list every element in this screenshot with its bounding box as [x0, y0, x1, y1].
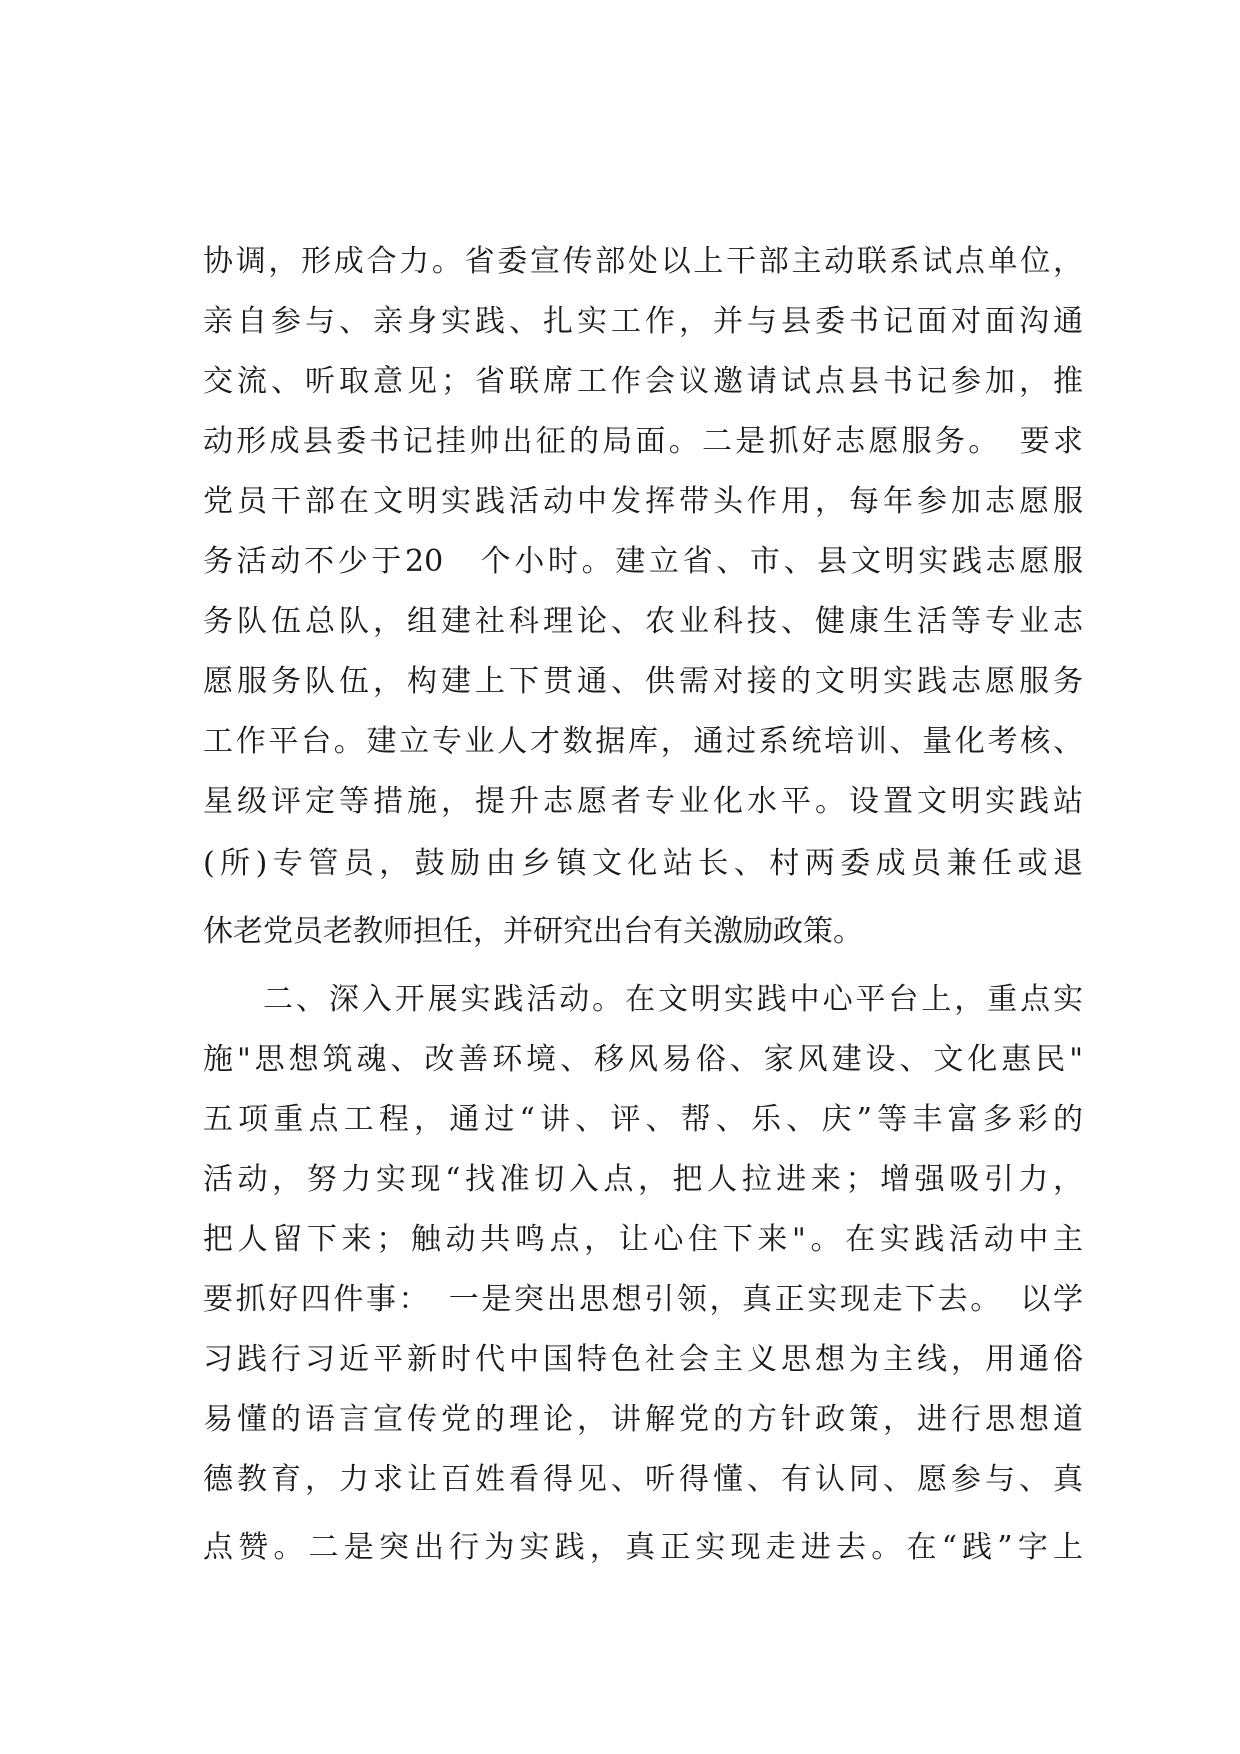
text-line: 易懂的语言宣传党的理论，讲解党的方针政策，进行思想道 — [203, 1402, 1083, 1437]
text-line: 愿服务队伍，构建上下贯通、供需对接的文明实践志愿服务 — [203, 664, 1083, 699]
text-line: 活动，努力实现“找准切入点，把人拉进来；增强吸引力， — [203, 1162, 1083, 1197]
text-line: 习践行习近平新时代中国特色社会主义思想为主线，用通俗 — [203, 1342, 1083, 1377]
text-line: 工作平台。建立专业人才数据库，通过系统培训、量化考核、 — [203, 724, 1083, 759]
text-line: 亲自参与、亲身实践、扎实工作，并与县委书记面对面沟通 — [203, 304, 1083, 339]
text-line: 休老党员老教师担任，并研究出台有关激励政策。 — [203, 914, 863, 949]
text-line: (所)专管员，鼓励由乡镇文化站长、村两委成员兼任或退 — [203, 846, 1083, 881]
text-line: 协调，形成合力。省委宣传部处以上干部主动联系试点单位， — [203, 244, 1083, 279]
text-line: 点赞。二是突出行为实践，真正实现走进去。在“践”字上 — [203, 1530, 1083, 1565]
text-line: 交流、听取意见；省联席工作会议邀请试点县书记参加，推 — [203, 364, 1083, 399]
text-line: 二、深入开展实践活动。在文明实践中心平台上，重点实 — [263, 982, 1083, 1017]
text-line: 党员干部在文明实践活动中发挥带头作用，每年参加志愿服 — [203, 484, 1083, 519]
text-line: 五项重点工程，通过“讲、评、帮、乐、庆”等丰富多彩的 — [203, 1102, 1083, 1137]
text-line: 要抓好四件事： 一是突出思想引领，真正实现走下去。 以学 — [203, 1282, 1083, 1317]
text-line: 施"思想筑魂、改善环境、移风易俗、家风建设、文化惠民" — [203, 1042, 1083, 1077]
text-line: 德教育，力求让百姓看得见、听得懂、有认同、愿参与、真 — [203, 1462, 1083, 1497]
text-line: 星级评定等措施，提升志愿者专业化水平。设置文明实践站 — [203, 784, 1083, 819]
text-line: 动形成县委书记挂帅出征的局面。二是抓好志愿服务。 要求 — [203, 424, 1083, 459]
text-line: 把人留下来；触动共鸣点，让心住下来"。在实践活动中主 — [203, 1222, 1083, 1257]
text-line: 务队伍总队，组建社科理论、农业科技、健康生活等专业志 — [203, 604, 1083, 639]
text-line: 务活动不少于20 个小时。建立省、市、县文明实践志愿服 — [203, 544, 1083, 579]
